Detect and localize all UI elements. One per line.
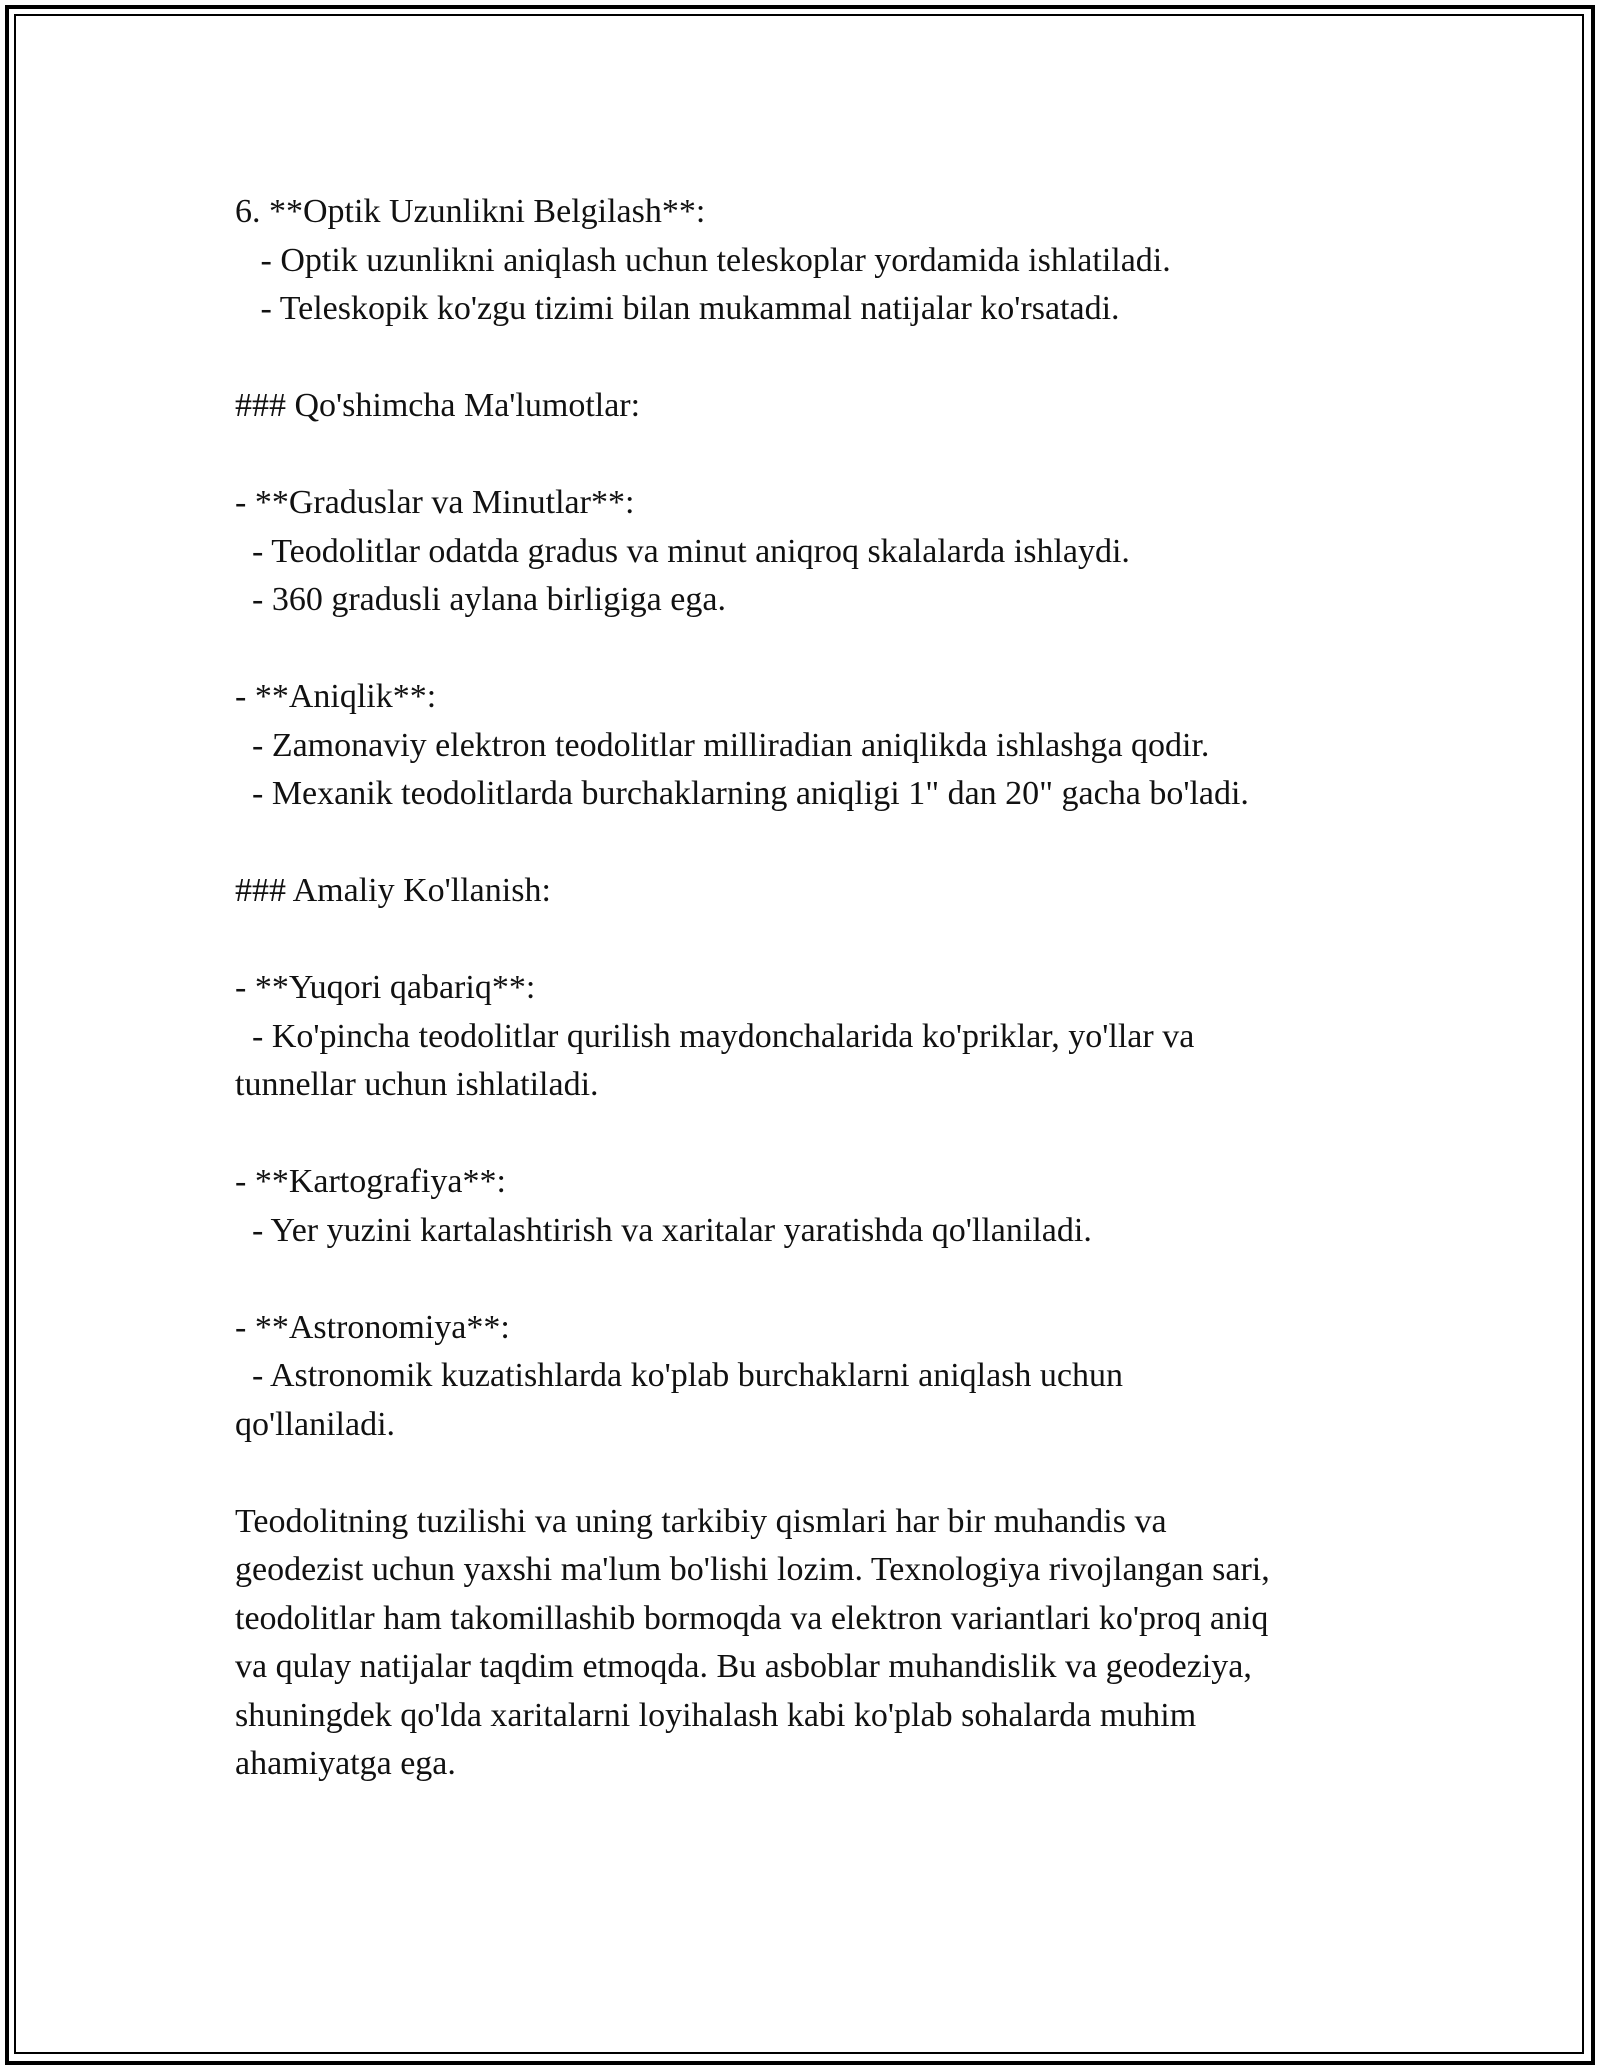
section-heading: ### Qo'shimcha Ma'lumotlar: bbox=[235, 387, 641, 424]
paragraph-line: Teodolitning tuzilishi va uning tarkibiy qismlari har bir muhandis va bbox=[235, 1502, 1167, 1540]
list-item-heading: - **Kartografiya**: bbox=[235, 1163, 506, 1200]
spacer bbox=[235, 916, 1385, 965]
list-item-heading: - **Astronomiya**: bbox=[235, 1308, 510, 1346]
spacer bbox=[235, 431, 1385, 480]
paragraph-line: ahamiyatga ega. bbox=[235, 1745, 456, 1782]
paragraph-line: va qulay natijalar taqdim etmoqda. Bu asboblar muhandislik va geodeziya, bbox=[235, 1648, 1252, 1685]
section-heading: ### Amaliy Ko'llanish: bbox=[235, 872, 551, 909]
section-aniqlik bbox=[235, 673, 1385, 819]
paragraph-line: teodolitlar ham takomillashib bormoqda va elektron variantlari ko'proq aniq bbox=[235, 1599, 1269, 1637]
spacer bbox=[235, 819, 1385, 868]
section-astronomiya bbox=[235, 1304, 1385, 1450]
list-sub-item-continuation: tunnellar uchun ishlatiladi. bbox=[235, 1066, 599, 1103]
conclusion-paragraph bbox=[235, 1498, 1385, 1789]
list-sub-item: - Mexanik teodolitlarda burchaklarning aniqligi 1" dan 20" gacha bo'ladi. bbox=[235, 775, 1249, 812]
section-kartografiya bbox=[235, 1158, 1385, 1255]
list-item-heading: 6. **Optik Uzunlikni Belgilash**: bbox=[235, 193, 706, 230]
paragraph-line: geodezist uchun yaxshi ma'lum bo'lishi lozim. Texnologiya rivojlangan sari, bbox=[235, 1551, 1270, 1588]
list-sub-item: - Optik uzunlikni aniqlash uchun teleskoplar yordamida ishlatiladi. bbox=[235, 241, 1171, 279]
paragraph-line: shuningdek qo'lda xaritalarni loyihalash kabi ko'plab sohalarda muhim bbox=[235, 1696, 1197, 1734]
document-body bbox=[235, 188, 1385, 1789]
section-optik-uzunlik bbox=[235, 188, 1385, 334]
spacer bbox=[235, 334, 1385, 383]
list-sub-item-continuation: qo'llaniladi. bbox=[235, 1405, 396, 1443]
list-item-heading: - **Graduslar va Minutlar**: bbox=[235, 484, 635, 521]
list-sub-item: - Ko'pincha teodolitlar qurilish maydonchalarida ko'priklar, yo'llar va bbox=[235, 1017, 1195, 1055]
list-sub-item: - Teleskopik ko'zgu tizimi bilan mukammal natijalar ko'rsatadi. bbox=[235, 290, 1120, 327]
spacer bbox=[235, 1110, 1385, 1159]
spacer bbox=[235, 1255, 1385, 1304]
list-sub-item: - 360 gradusli aylana birligiga ega. bbox=[235, 581, 726, 618]
section-yuqori-qabariq bbox=[235, 964, 1385, 1110]
list-item-heading: - **Yuqori qabariq**: bbox=[235, 969, 536, 1006]
spacer bbox=[235, 1449, 1385, 1498]
list-sub-item: - Astronomik kuzatishlarda ko'plab burchaklarni aniqlash uchun bbox=[235, 1357, 1124, 1394]
section-graduslar bbox=[235, 479, 1385, 625]
list-sub-item: - Yer yuzini kartalashtirish va xaritalar yaratishda qo'llaniladi. bbox=[235, 1211, 1092, 1249]
list-item-heading: - **Aniqlik**: bbox=[235, 678, 437, 715]
list-sub-item: - Zamonaviy elektron teodolitlar milliradian aniqlikda ishlashga qodir. bbox=[235, 726, 1210, 764]
list-sub-item: - Teodolitlar odatda gradus va minut aniqroq skalalarda ishlaydi. bbox=[235, 532, 1130, 570]
spacer bbox=[235, 625, 1385, 674]
